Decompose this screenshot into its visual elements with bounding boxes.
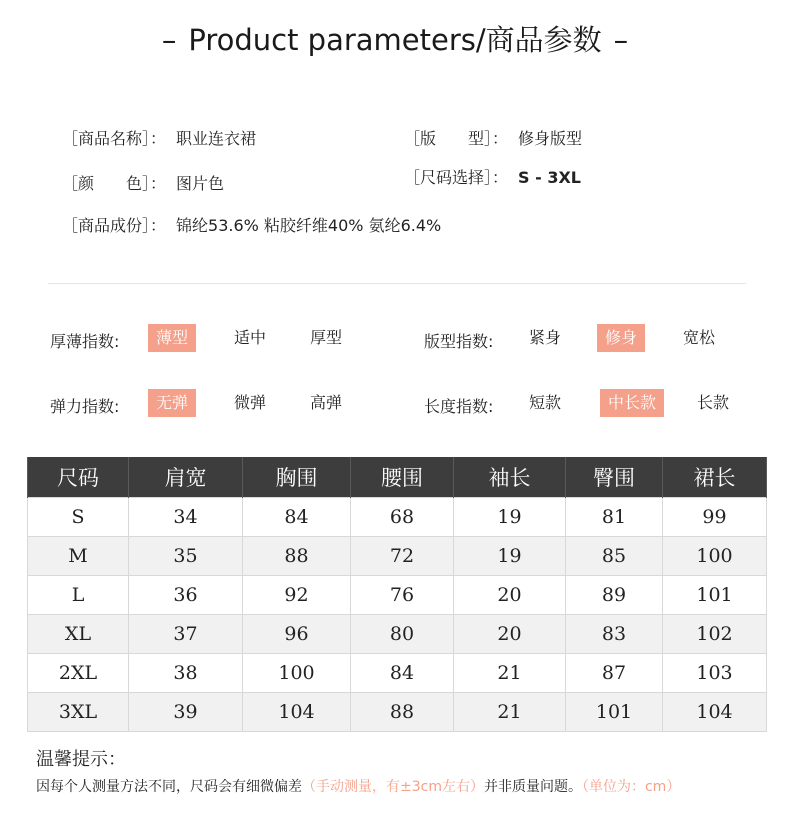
param-name-value: 职业连衣裙: [176, 129, 257, 148]
table-cell: 68: [351, 498, 454, 537]
tips-text-main: 因每个人测量方法不同，尺码会有细微偏差: [36, 779, 302, 795]
table-cell: 100: [663, 537, 767, 576]
title-dash-left: –: [161, 23, 177, 57]
table-cell: 19: [454, 498, 566, 537]
table-cell: 87: [566, 654, 663, 693]
header-shoulder: 肩宽: [129, 457, 243, 498]
thickness-option-thin: 薄型: [148, 324, 196, 352]
title-text: Product parameters/商品参数: [188, 23, 602, 57]
table-cell: 20: [454, 576, 566, 615]
table-cell: 21: [454, 693, 566, 732]
table-cell: 89: [566, 576, 663, 615]
size-table-header: [28, 457, 767, 498]
table-cell: 99: [663, 498, 767, 537]
tips-text-highlight-measure: （手动测量，有±3cm左右）: [302, 779, 484, 795]
fit-index-label: 版型指数:: [424, 332, 494, 351]
table-cell: 100: [243, 654, 351, 693]
tips-title: 温馨提示：: [36, 749, 126, 770]
table-cell: 20: [454, 615, 566, 654]
elastic-option-slight: 微弹: [234, 393, 267, 412]
table-cell: 101: [566, 693, 663, 732]
elastic-index-label: 弹力指数:: [50, 397, 120, 416]
param-color-value: 图片色: [176, 174, 225, 193]
table-cell: S: [28, 498, 129, 537]
param-color: [62, 171, 224, 194]
table-cell: 39: [129, 693, 243, 732]
table-cell: 76: [351, 576, 454, 615]
param-material-value: 锦纶53.6% 粘胶纤维40% 氨纶6.4%: [176, 216, 442, 235]
table-cell: 96: [243, 615, 351, 654]
table-cell: 2XL: [28, 654, 129, 693]
page-title: [0, 18, 790, 59]
header-size: 尺码: [28, 457, 129, 498]
table-cell: 104: [243, 693, 351, 732]
table-row: [28, 537, 767, 576]
table-cell: 35: [129, 537, 243, 576]
table-row: [28, 615, 767, 654]
table-cell: 88: [351, 693, 454, 732]
length-index-label: 长度指数:: [424, 397, 494, 416]
param-fit: [404, 126, 582, 149]
table-cell: 104: [663, 693, 767, 732]
table-cell: 34: [129, 498, 243, 537]
param-size: [404, 165, 581, 188]
length-option-midlength: 中长款: [600, 389, 664, 417]
table-cell: 21: [454, 654, 566, 693]
table-cell: M: [28, 537, 129, 576]
table-cell: 102: [663, 615, 767, 654]
header-hip: 臀围: [566, 457, 663, 498]
table-cell: 84: [243, 498, 351, 537]
header-dress-length: 裙长: [663, 457, 767, 498]
fit-option-tight: 紧身: [529, 328, 562, 347]
table-cell: 101: [663, 576, 767, 615]
table-cell: 88: [243, 537, 351, 576]
fit-option-slim: 修身: [597, 324, 645, 352]
table-cell: 36: [129, 576, 243, 615]
table-cell: 80: [351, 615, 454, 654]
param-material-label: ［商品成份］：: [62, 216, 167, 235]
table-cell: L: [28, 576, 129, 615]
length-option-long: 长款: [697, 393, 730, 412]
tips-text-mid: 并非质量问题。: [483, 779, 582, 795]
thickness-index-label: 厚薄指数:: [50, 332, 120, 351]
thickness-option-medium: 适中: [234, 328, 267, 347]
tips-text-highlight-unit: （单位为：cm）: [581, 779, 681, 795]
table-cell: 19: [454, 537, 566, 576]
size-table: [27, 457, 767, 732]
table-cell: 37: [129, 615, 243, 654]
elastic-option-none: 无弹: [148, 389, 196, 417]
table-cell: 38: [129, 654, 243, 693]
table-cell: 83: [566, 615, 663, 654]
param-name: [62, 126, 256, 149]
table-cell: 3XL: [28, 693, 129, 732]
param-size-label: ［尺码选择］：: [404, 168, 509, 187]
tips-body: [36, 776, 680, 796]
table-cell: 92: [243, 576, 351, 615]
table-row: [28, 693, 767, 732]
table-cell: 85: [566, 537, 663, 576]
table-cell: 84: [351, 654, 454, 693]
param-size-value: S - 3XL: [518, 168, 581, 187]
header-waist: 腰围: [351, 457, 454, 498]
table-cell: XL: [28, 615, 129, 654]
table-cell: 72: [351, 537, 454, 576]
elastic-option-high: 高弹: [310, 393, 343, 412]
fit-option-loose: 宽松: [683, 328, 716, 347]
param-name-label: ［商品名称］：: [62, 129, 167, 148]
table-cell: 81: [566, 498, 663, 537]
param-fit-label: ［版 型］：: [404, 129, 509, 148]
header-chest: 胸围: [243, 457, 351, 498]
title-dash-right: –: [613, 23, 629, 57]
table-row: [28, 498, 767, 537]
thickness-option-thick: 厚型: [310, 328, 343, 347]
param-fit-value: 修身版型: [518, 129, 583, 148]
header-sleeve: 袖长: [454, 457, 566, 498]
section-divider: [48, 283, 746, 284]
table-cell: 103: [663, 654, 767, 693]
table-row: [28, 654, 767, 693]
param-material: [62, 213, 441, 236]
param-color-label: ［颜 色］：: [62, 174, 167, 193]
length-option-short: 短款: [529, 393, 562, 412]
table-row: [28, 576, 767, 615]
